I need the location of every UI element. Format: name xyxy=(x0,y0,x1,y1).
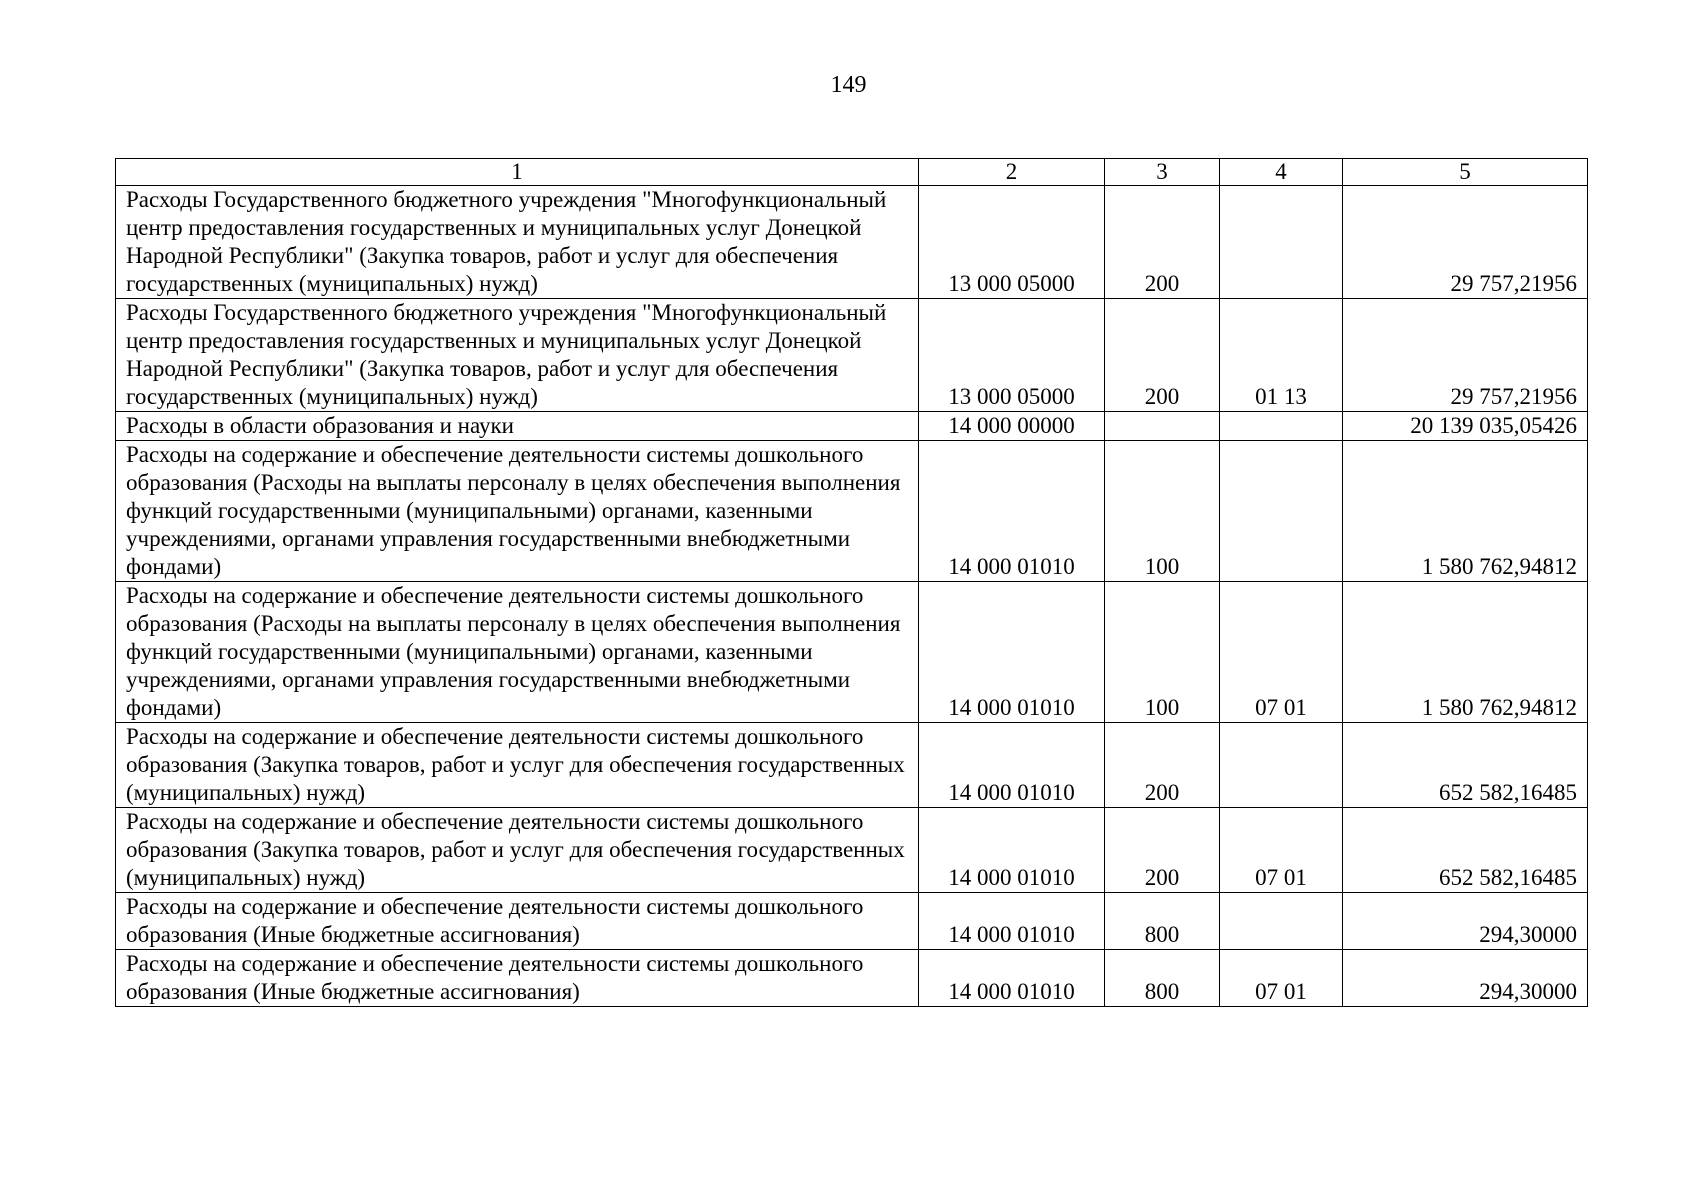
table-row xyxy=(116,893,1588,950)
row-amount: 652 582,16485 xyxy=(1343,808,1588,893)
row-section: 07 01 xyxy=(1220,950,1343,1007)
row-expense-type xyxy=(1105,412,1220,441)
row-description: Расходы на содержание и обеспечение деятельности системы дошкольного образования (Закупка товаров, работ и услуг для обеспечения государственных (муниципальных) нужд) xyxy=(116,723,919,808)
column-header-5: 5 xyxy=(1343,159,1588,186)
table-row xyxy=(116,582,1588,723)
row-section: 07 01 xyxy=(1220,808,1343,893)
row-amount: 29 757,21956 xyxy=(1343,299,1588,412)
row-section: 01 13 xyxy=(1220,299,1343,412)
table-row xyxy=(116,412,1588,441)
row-section xyxy=(1220,412,1343,441)
row-amount: 20 139 035,05426 xyxy=(1343,412,1588,441)
row-target-code: 13 000 05000 xyxy=(919,299,1105,412)
row-target-code: 14 000 00000 xyxy=(919,412,1105,441)
row-section xyxy=(1220,723,1343,808)
row-description: Расходы на содержание и обеспечение деятельности системы дошкольного образования (Иные бюджетные ассигнования) xyxy=(116,950,919,1007)
row-description: Расходы на содержание и обеспечение деятельности системы дошкольного образования (Закупка товаров, работ и услуг для обеспечения государственных (муниципальных) нужд) xyxy=(116,808,919,893)
row-target-code: 14 000 01010 xyxy=(919,582,1105,723)
row-target-code: 14 000 01010 xyxy=(919,441,1105,582)
row-target-code: 14 000 01010 xyxy=(919,893,1105,950)
table-row xyxy=(116,299,1588,412)
row-expense-type: 200 xyxy=(1105,299,1220,412)
column-header-4: 4 xyxy=(1220,159,1343,186)
row-target-code: 14 000 01010 xyxy=(919,808,1105,893)
row-description: Расходы Государственного бюджетного учреждения "Многофункциональный центр предоставления государственных и муниципальных услуг Донецкой Народной Республики" (Закупка товаров, работ и услуг для обеспечения государственных (муниципальных) нужд) xyxy=(116,186,919,299)
row-section xyxy=(1220,441,1343,582)
row-amount: 29 757,21956 xyxy=(1343,186,1588,299)
row-expense-type: 800 xyxy=(1105,950,1220,1007)
row-description: Расходы на содержание и обеспечение деятельности системы дошкольного образования (Расходы на выплаты персоналу в целях обеспечения выполнения функций государственными (муниципальными) органами, казенными учреждениями, органами управления государственными внебюджетными фондами) xyxy=(116,582,919,723)
row-description: Расходы Государственного бюджетного учреждения "Многофункциональный центр предоставления государственных и муниципальных услуг Донецкой Народной Республики" (Закупка товаров, работ и услуг для обеспечения государственных (муниципальных) нужд) xyxy=(116,299,919,412)
row-amount: 1 580 762,94812 xyxy=(1343,582,1588,723)
row-expense-type: 800 xyxy=(1105,893,1220,950)
row-expense-type: 200 xyxy=(1105,186,1220,299)
table-row xyxy=(116,950,1588,1007)
row-section: 07 01 xyxy=(1220,582,1343,723)
table-row xyxy=(116,441,1588,582)
row-amount: 1 580 762,94812 xyxy=(1343,441,1588,582)
row-target-code: 13 000 05000 xyxy=(919,186,1105,299)
row-description: Расходы в области образования и науки xyxy=(116,412,919,441)
row-section xyxy=(1220,186,1343,299)
row-description: Расходы на содержание и обеспечение деятельности системы дошкольного образования (Расходы на выплаты персоналу в целях обеспечения выполнения функций государственными (муниципальными) органами, казенными учреждениями, органами управления государственными внебюджетными фондами) xyxy=(116,441,919,582)
table-row xyxy=(116,723,1588,808)
table-row xyxy=(116,186,1588,299)
row-section xyxy=(1220,893,1343,950)
row-expense-type: 100 xyxy=(1105,441,1220,582)
row-expense-type: 200 xyxy=(1105,808,1220,893)
row-expense-type: 100 xyxy=(1105,582,1220,723)
column-header-2: 2 xyxy=(919,159,1105,186)
row-amount: 294,30000 xyxy=(1343,950,1588,1007)
column-header-1: 1 xyxy=(116,159,919,186)
page-number: 149 xyxy=(830,72,867,98)
row-amount: 652 582,16485 xyxy=(1343,723,1588,808)
column-header-3: 3 xyxy=(1105,159,1220,186)
row-amount: 294,30000 xyxy=(1343,893,1588,950)
row-expense-type: 200 xyxy=(1105,723,1220,808)
row-description: Расходы на содержание и обеспечение деятельности системы дошкольного образования (Иные бюджетные ассигнования) xyxy=(116,893,919,950)
table-header-row xyxy=(116,159,1588,186)
budget-table xyxy=(115,158,1588,1007)
row-target-code: 14 000 01010 xyxy=(919,723,1105,808)
table-row xyxy=(116,808,1588,893)
row-target-code: 14 000 01010 xyxy=(919,950,1105,1007)
